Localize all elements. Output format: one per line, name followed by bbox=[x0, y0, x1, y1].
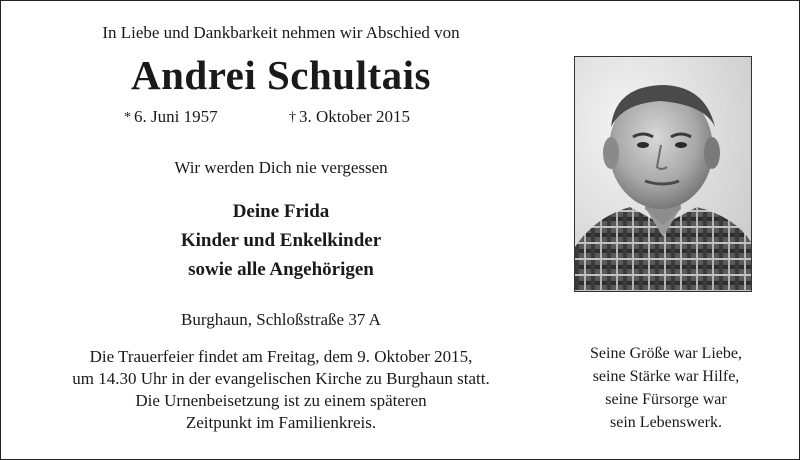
quote-line: Seine Größe war Liebe, bbox=[590, 345, 742, 362]
death-cross-icon: † bbox=[289, 110, 296, 125]
quote-line: sein Lebenswerk. bbox=[610, 414, 722, 431]
mourner-line: Deine Frida bbox=[232, 201, 330, 222]
mourners-list bbox=[21, 197, 541, 284]
family-address: Burghaun, Schloßstraße 37 A bbox=[181, 310, 381, 329]
remembrance-line: Wir werden Dich nie vergessen bbox=[174, 158, 388, 177]
memorial-quote bbox=[546, 342, 786, 434]
death-date: 3. Oktober 2015 bbox=[299, 107, 410, 126]
quote-line: seine Fürsorge war bbox=[605, 391, 727, 408]
funeral-line: Die Urnenbeisetzung ist zu einem späteren bbox=[135, 391, 427, 410]
portrait-photo bbox=[574, 56, 752, 292]
deceased-name: Andrei Schultais bbox=[130, 52, 431, 98]
mourner-line: Kinder und Enkelkinder bbox=[180, 230, 382, 251]
intro-line: In Liebe und Dankbarkeit nehmen wir Abschied von bbox=[102, 23, 460, 42]
funeral-line: Zeitpunkt im Familienkreis. bbox=[185, 413, 377, 432]
portrait-image bbox=[575, 57, 751, 291]
funeral-details bbox=[21, 346, 541, 434]
birth-date-group bbox=[124, 107, 218, 127]
quote-line: seine Stärke war Hilfe, bbox=[592, 368, 740, 385]
birth-date: 6. Juni 1957 bbox=[134, 107, 218, 126]
birth-star-icon: * bbox=[124, 110, 131, 125]
death-date-group bbox=[289, 107, 410, 127]
mourner-line: sowie alle Angehörigen bbox=[188, 259, 374, 280]
funeral-line: Die Trauerfeier findet am Freitag, dem 9. Oktober 2015, bbox=[89, 347, 473, 366]
funeral-line: um 14.30 Uhr in der evangelischen Kirche zu Burghaun statt. bbox=[72, 369, 490, 388]
